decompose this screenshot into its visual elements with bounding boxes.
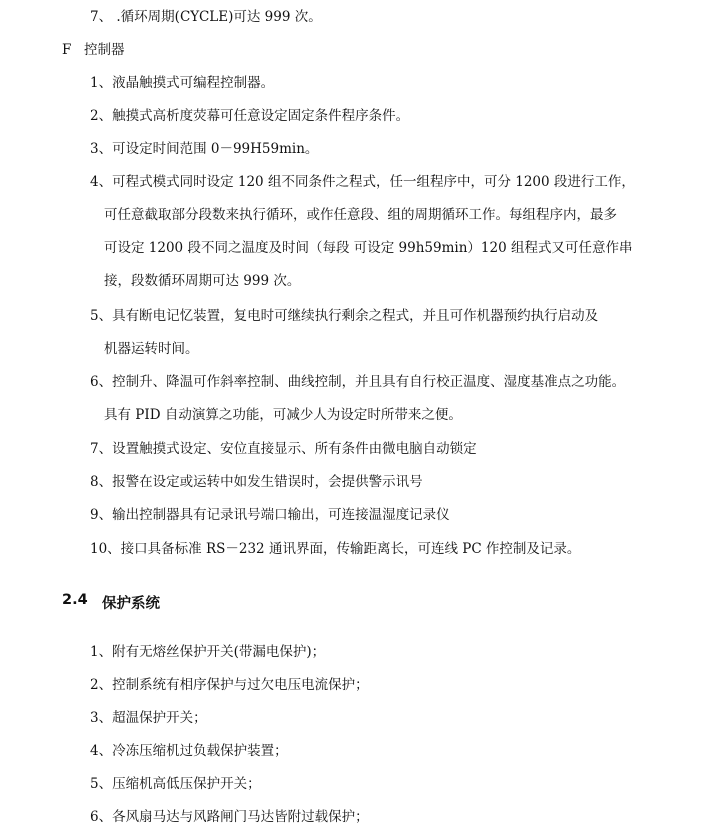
list-item-continuation: 接，段数循环周期可达 999 次。 xyxy=(104,273,301,289)
list-item: 2、控制系统有相序保护与过欠电压电流保护； xyxy=(90,677,369,693)
section-f-title: 控制器 xyxy=(84,42,125,58)
list-item: 1、液晶触摸式可编程控制器。 xyxy=(90,75,275,91)
list-item: 10、接口具备标准 RS－232 通讯界面，传输距离长，可连线 PC 作控制及记录。 xyxy=(90,541,581,557)
list-item: 4、可程式模式同时设定 120 组不同条件之程式，任一组程序中，可分 1200 段进行工作， xyxy=(90,174,635,190)
section-title: 保护系统 xyxy=(102,596,160,612)
list-item: 2、触摸式高析度荧幕可任意设定固定条件程序条件。 xyxy=(90,108,410,124)
list-item: 7、设置触摸式设定、安位直接显示、所有条件由微电脑自动锁定 xyxy=(90,441,477,457)
list-item-cycle: 7、 .循环周期(CYCLE)可达 999 次。 xyxy=(90,9,322,25)
section-number: 2.4 xyxy=(62,592,88,608)
list-item: 9、输出控制器具有记录讯号端口输出，可连接温湿度记录仪 xyxy=(90,507,450,523)
list-item: 8、报警在设定或运转中如发生错误时，会提供警示讯号 xyxy=(90,474,423,490)
list-item: 4、冷冻压缩机过负载保护装置； xyxy=(90,743,288,759)
list-item-continuation: 可任意截取部分段数来执行循环，或作任意段、组的周期循环工作。每组程序内，最多 xyxy=(104,207,617,223)
list-item: 3、可设定时间范围 0－99H59min。 xyxy=(90,141,319,157)
list-item-continuation: 具有 PID 自动演算之功能，可减少人为设定时所带来之便。 xyxy=(104,407,462,423)
list-item-continuation: 机器运转时间。 xyxy=(104,341,199,357)
list-item-continuation: 可设定 1200 段不同之温度及时间（每段 可设定 99h59min）120 组程式又可任意作串 xyxy=(104,240,633,256)
list-item: 6、各风扇马达与风路闸门马达皆附过载保护； xyxy=(90,809,369,825)
list-item: 6、控制升、降温可作斜率控制、曲线控制，并且具有自行校正温度、湿度基准点之功能。 xyxy=(90,374,626,390)
list-item: 1、附有无熔丝保护开关(带漏电保护)； xyxy=(90,644,326,660)
list-item: 5、具有断电记忆装置，复电时可继续执行剩余之程式，并且可作机器预约执行启动及 xyxy=(90,308,599,324)
section-f-label: F xyxy=(62,42,72,58)
list-item: 5、压缩机高低压保护开关； xyxy=(90,776,261,792)
list-item: 3、超温保护开关； xyxy=(90,710,207,726)
